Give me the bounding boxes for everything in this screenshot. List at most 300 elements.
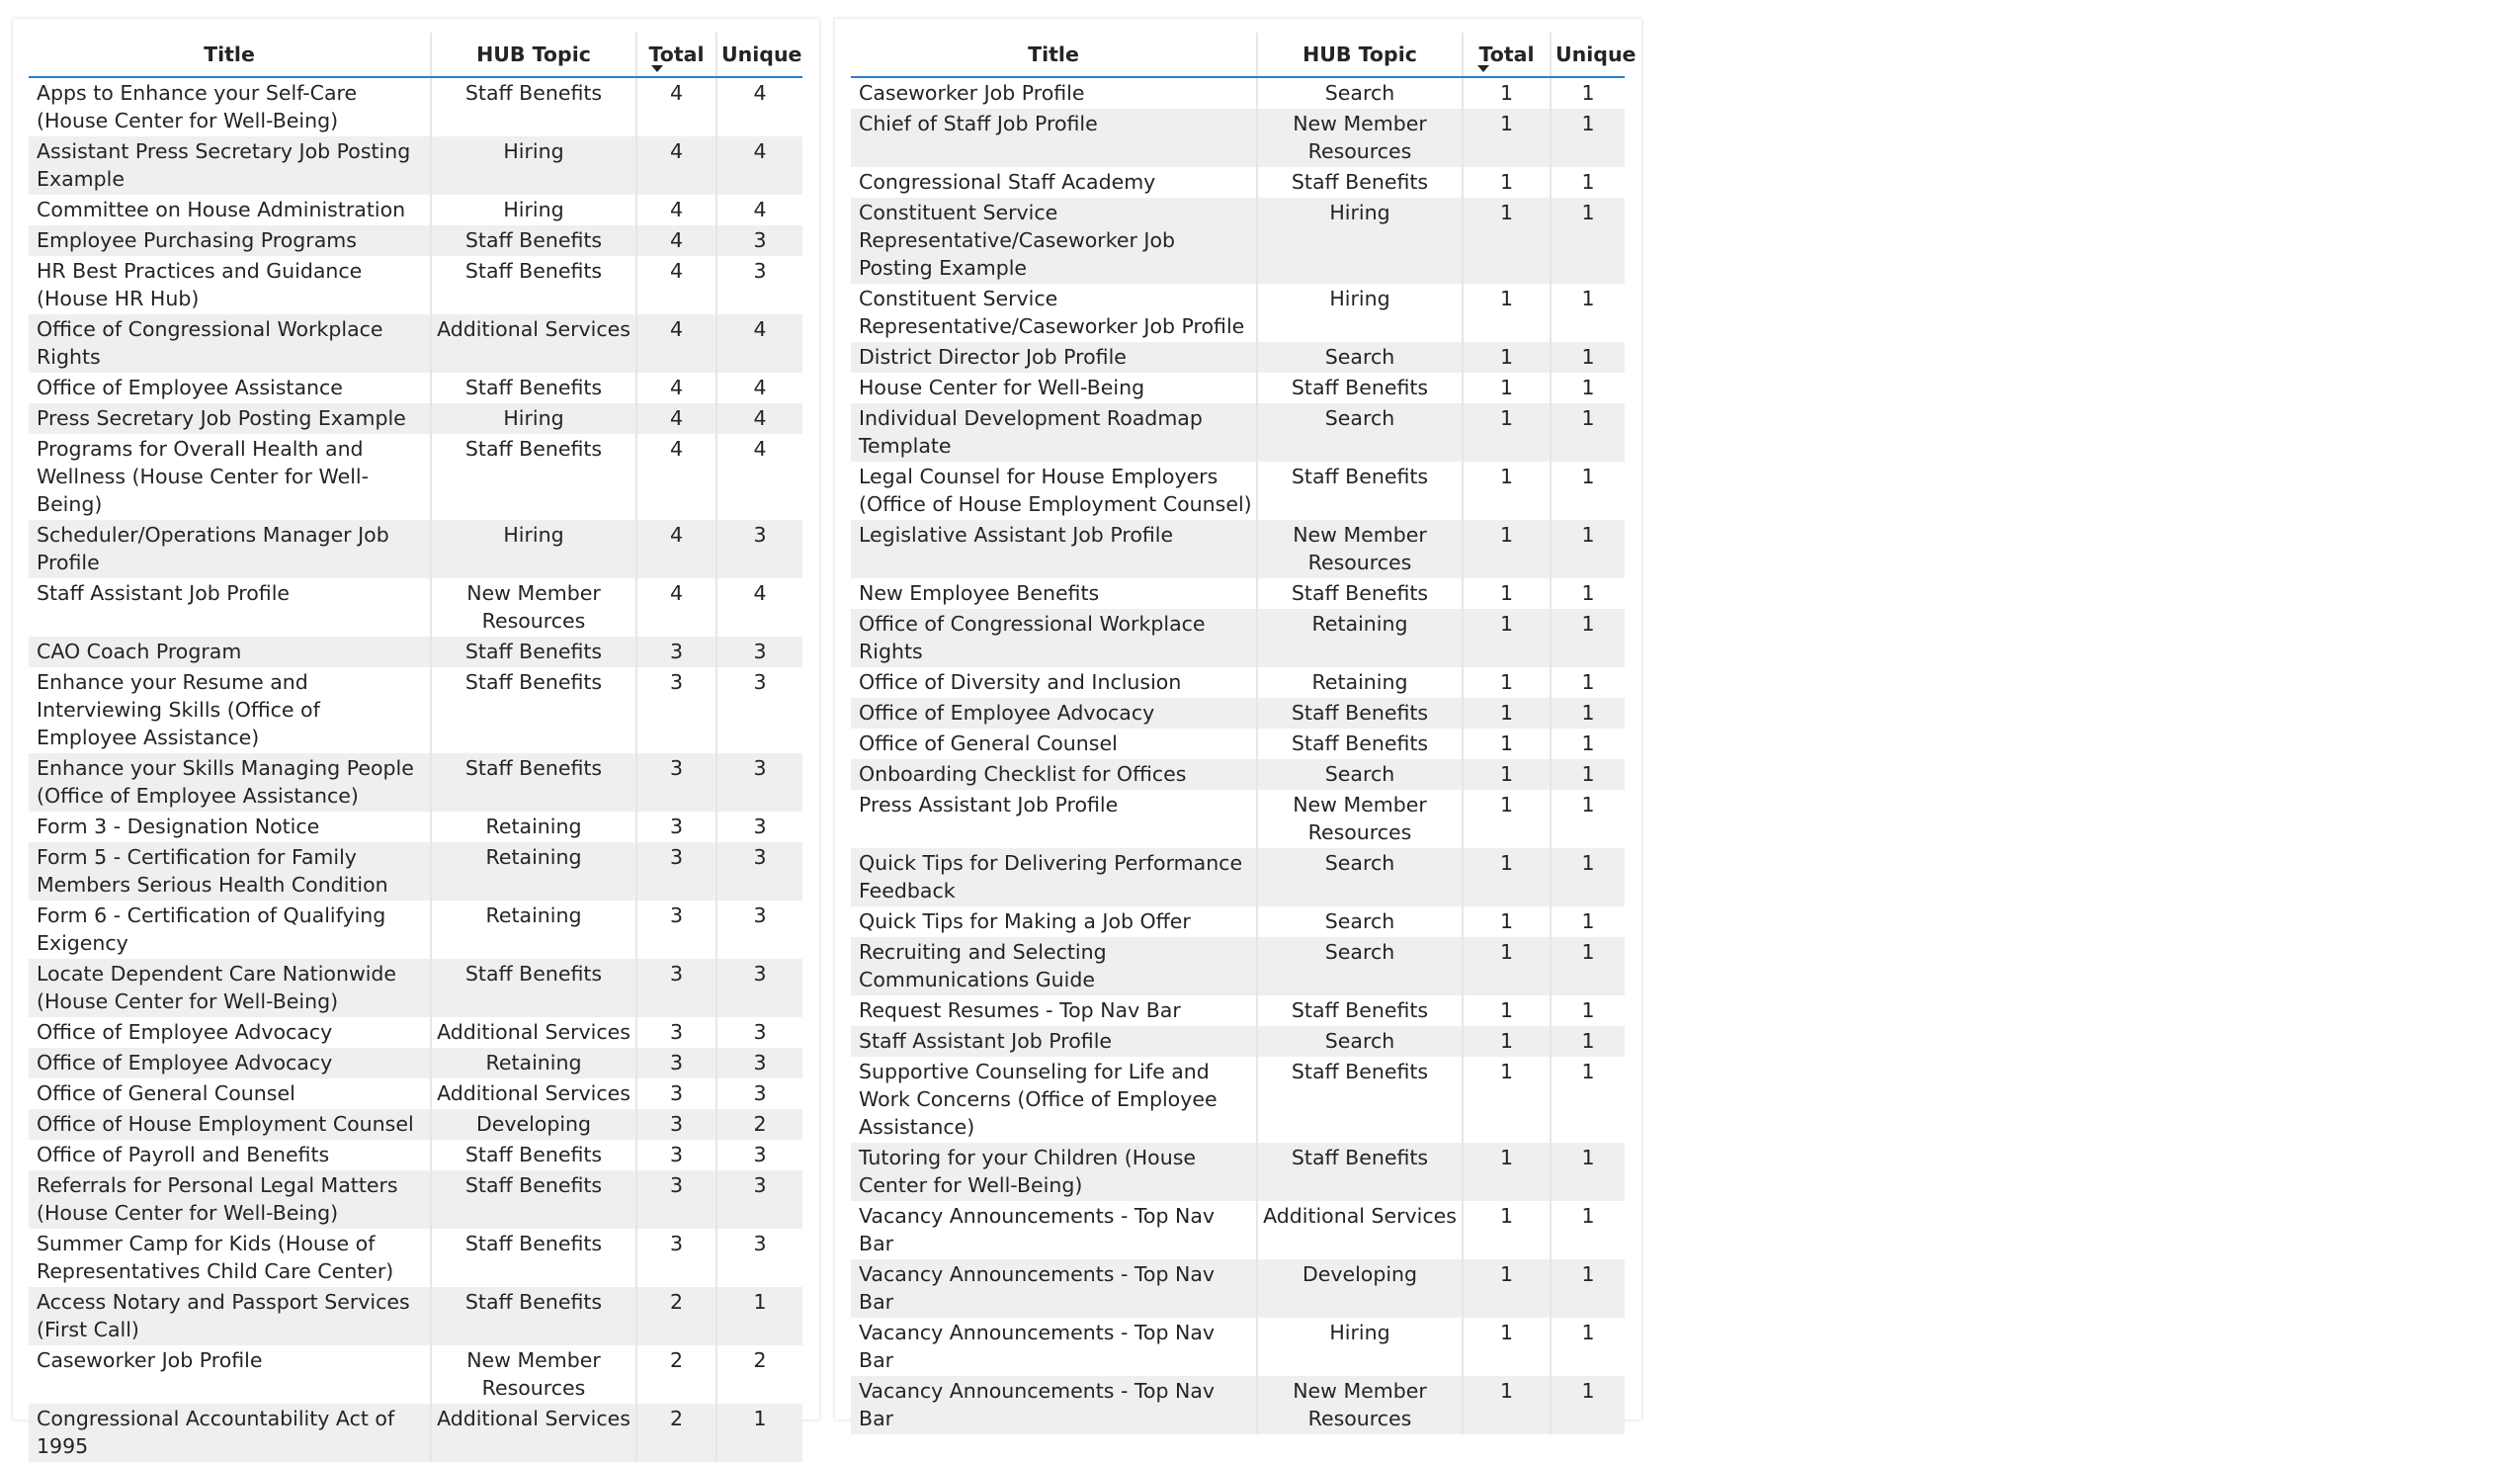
total-cell: 1 <box>1463 906 1551 937</box>
table-row[interactable] <box>29 1140 802 1170</box>
unique-cell: 3 <box>753 815 767 838</box>
unique-cell: 4 <box>753 81 767 105</box>
total-cell: 3 <box>636 901 716 959</box>
total-cell: 1 <box>1463 1201 1551 1259</box>
hub-topic-cell: Staff Benefits <box>1257 995 1463 1026</box>
hub-topic-cell: Staff Benefits <box>431 256 636 314</box>
title-cell: Enhance your Resume and Interviewing Skills (Office of Employee Assistance) <box>29 667 431 753</box>
title-cell: Vacancy Announcements - Top Nav Bar <box>851 1259 1257 1318</box>
total-cell: 1 <box>1463 373 1551 403</box>
table-row[interactable] <box>851 1057 1625 1143</box>
total-cell: 3 <box>636 1229 716 1287</box>
hub-topic-cell: Developing <box>431 1109 636 1140</box>
table-row[interactable] <box>851 198 1625 284</box>
hub-topic-cell: Additional Services <box>431 314 636 373</box>
table-row[interactable] <box>29 195 802 225</box>
total-cell: 1 <box>1463 667 1551 698</box>
unique-cell: 4 <box>753 437 767 461</box>
title-cell: Form 3 - Designation Notice <box>29 812 431 842</box>
hub-topic-cell: Staff Benefits <box>431 959 636 1017</box>
total-cell: 1 <box>1463 109 1551 167</box>
table-row[interactable] <box>29 1109 802 1140</box>
unique-cell: 1 <box>1551 198 1625 284</box>
hub-topic-cell: Staff Benefits <box>431 77 636 136</box>
unique-cell: 1 <box>1551 1026 1625 1057</box>
table-row[interactable] <box>29 1078 802 1109</box>
total-cell: 3 <box>636 637 716 667</box>
title-cell: Quick Tips for Delivering Performance Feedback <box>851 848 1257 906</box>
title-cell: HR Best Practices and Guidance (House HR Hub) <box>29 256 431 314</box>
unique-cell: 1 <box>1551 609 1625 667</box>
title-cell: Office of General Counsel <box>851 729 1257 759</box>
total-cell: 4 <box>636 403 716 434</box>
hub-topic-column-header[interactable]: HUB Topic <box>431 33 636 77</box>
title-cell: CAO Coach Program <box>29 637 431 667</box>
unique-cell: 3 <box>716 1048 802 1078</box>
table-row[interactable] <box>851 790 1625 848</box>
table-row[interactable] <box>29 753 802 812</box>
hub-topic-cell: Retaining <box>1257 667 1463 698</box>
total-cell: 3 <box>636 1170 716 1229</box>
hub-topic-cell: New Member Resources <box>1257 520 1463 578</box>
table-row[interactable] <box>851 373 1625 403</box>
total-cell: 3 <box>636 1017 716 1048</box>
table-row[interactable] <box>29 77 802 136</box>
table-row[interactable] <box>29 1404 802 1462</box>
unique-cell: 4 <box>716 136 802 195</box>
total-cell: 4 <box>636 195 716 225</box>
table-row[interactable] <box>851 937 1625 995</box>
total-cell: 1 <box>1463 578 1551 609</box>
hub-topic-cell: Staff Benefits <box>431 434 636 520</box>
total-cell: 4 <box>636 136 716 195</box>
hub-topic-cell: Retaining <box>431 842 636 901</box>
title-cell: Office of Diversity and Inclusion <box>851 667 1257 698</box>
hub-topic-cell: Additional Services <box>431 1017 636 1048</box>
table-row[interactable] <box>29 373 802 403</box>
total-cell: 2 <box>636 1287 716 1345</box>
title-cell: Summer Camp for Kids (House of Representatives Child Care Center) <box>29 1229 431 1287</box>
title-cell: Vacancy Announcements - Top Nav Bar <box>851 1201 1257 1259</box>
unique-cell: 1 <box>1551 848 1625 906</box>
hub-topic-cell: Retaining <box>431 901 636 959</box>
hub-topic-cell: Additional Services <box>431 1078 636 1109</box>
total-cell: 1 <box>1463 167 1551 198</box>
unique-cell: 3 <box>716 1170 802 1229</box>
unique-cell: 2 <box>716 1109 802 1140</box>
hub-topic-cell: New Member Resources <box>1257 109 1463 167</box>
title-cell: Office of Employee Assistance <box>29 373 431 403</box>
unique-cell: 1 <box>1581 1204 1595 1228</box>
table-row[interactable] <box>851 520 1625 578</box>
table-row[interactable] <box>29 842 802 901</box>
unique-cell: 1 <box>716 1287 802 1345</box>
unique-cell: 3 <box>716 753 802 812</box>
title-cell: Office of Congressional Workplace Rights <box>29 314 431 373</box>
table-row[interactable] <box>29 578 802 637</box>
total-cell: 1 <box>1463 609 1551 667</box>
total-cell: 3 <box>636 1109 716 1140</box>
unique-cell: 2 <box>753 1348 767 1372</box>
hub-topic-cell: Search <box>1257 342 1463 373</box>
hub-topic-cell: Search <box>1257 77 1463 109</box>
left-table-visual <box>13 19 819 1458</box>
title-cell: Staff Assistant Job Profile <box>851 1026 1257 1057</box>
title-cell: Office of House Employment Counsel <box>29 1109 431 1140</box>
unique-cell: 4 <box>753 198 767 221</box>
title-cell: Assistant Press Secretary Job Posting Example <box>29 136 431 195</box>
title-cell: Office of Payroll and Benefits <box>29 1140 431 1170</box>
unique-cell: 1 <box>1581 287 1595 310</box>
table-row[interactable] <box>29 1287 802 1345</box>
unique-cell: 1 <box>1581 81 1595 105</box>
hub-topic-cell: New Member Resources <box>431 1345 636 1404</box>
table-row[interactable] <box>851 1259 1625 1318</box>
hub-topic-cell: Search <box>1257 759 1463 790</box>
unique-cell: 1 <box>1551 759 1625 790</box>
unique-cell: 1 <box>1551 698 1625 729</box>
title-cell: Apps to Enhance your Self-Care (House Center for Well-Being) <box>29 77 431 136</box>
title-cell: Committee on House Administration <box>29 195 431 225</box>
total-cell: 1 <box>1463 937 1551 995</box>
right-table-scroll-area[interactable] <box>851 33 1638 1430</box>
table-row[interactable] <box>851 462 1625 520</box>
unique-cell: 1 <box>1551 1143 1625 1201</box>
title-cell: Caseworker Job Profile <box>29 1345 431 1404</box>
table-row[interactable] <box>29 256 802 314</box>
hub-topic-cell: Hiring <box>1257 198 1463 284</box>
hub-topic-cell: Staff Benefits <box>431 373 636 403</box>
right-table-visual <box>835 19 1641 1430</box>
unique-column-header[interactable]: Unique <box>716 33 802 77</box>
table-row[interactable] <box>851 109 1625 167</box>
table-row[interactable] <box>29 1229 802 1287</box>
title-cell: Programs for Overall Health and Wellness (House Center for Well-Being) <box>29 434 431 520</box>
total-column-header[interactable] <box>1463 33 1551 77</box>
hub-topic-cell: Developing <box>1257 1259 1463 1318</box>
unique-cell: 4 <box>753 581 767 605</box>
unique-cell: 3 <box>753 903 767 927</box>
table-row[interactable] <box>29 434 802 520</box>
title-cell: District Director Job Profile <box>851 342 1257 373</box>
title-cell: Office of General Counsel <box>29 1078 431 1109</box>
table-row[interactable] <box>851 77 1625 109</box>
total-cell: 1 <box>1463 462 1551 520</box>
unique-cell: 1 <box>1581 670 1595 694</box>
total-cell: 4 <box>636 578 716 637</box>
hub-topic-cell: Staff Benefits <box>1257 578 1463 609</box>
total-cell: 3 <box>636 842 716 901</box>
table-row[interactable] <box>851 1026 1625 1057</box>
title-cell: Legal Counsel for House Employers (Office of House Employment Counsel) <box>851 462 1257 520</box>
total-cell: 1 <box>1463 284 1551 342</box>
table-row[interactable] <box>851 1201 1625 1259</box>
table-row[interactable] <box>29 1048 802 1078</box>
total-cell: 3 <box>636 1140 716 1170</box>
total-cell: 2 <box>636 1404 716 1462</box>
sort-descending-icon <box>651 65 663 72</box>
unique-cell: 1 <box>1551 403 1625 462</box>
title-cell: Caseworker Job Profile <box>851 77 1257 109</box>
total-cell: 1 <box>1463 1143 1551 1201</box>
table-row[interactable] <box>851 906 1625 937</box>
title-column-header[interactable]: Title <box>29 33 431 77</box>
unique-cell: 3 <box>716 842 802 901</box>
unique-cell: 1 <box>1581 581 1595 605</box>
total-cell: 1 <box>1463 1376 1551 1434</box>
table-row[interactable] <box>851 1318 1625 1376</box>
table-row[interactable] <box>29 225 802 256</box>
unique-cell: 1 <box>1581 1060 1595 1083</box>
table-row[interactable] <box>851 342 1625 373</box>
total-cell: 1 <box>1463 848 1551 906</box>
hub-topic-cell: Hiring <box>431 136 636 195</box>
table-row[interactable] <box>851 995 1625 1026</box>
hub-topic-cell: Hiring <box>431 403 636 434</box>
table-row[interactable] <box>29 403 802 434</box>
title-cell: Congressional Accountability Act of 1995 <box>29 1404 431 1462</box>
hub-topic-cell: Staff Benefits <box>431 667 636 753</box>
table-row[interactable] <box>29 637 802 667</box>
title-cell: Access Notary and Passport Services (First Call) <box>29 1287 431 1345</box>
hub-topic-cell: Staff Benefits <box>1257 698 1463 729</box>
unique-cell: 4 <box>716 314 802 373</box>
table-header-row <box>851 33 1625 77</box>
title-cell: Referrals for Personal Legal Matters (House Center for Well-Being) <box>29 1170 431 1229</box>
title-cell: Constituent Service Representative/Caseworker Job Posting Example <box>851 198 1257 284</box>
table-row[interactable] <box>851 759 1625 790</box>
table-header-row <box>29 33 802 77</box>
total-cell: 3 <box>636 1048 716 1078</box>
left-table <box>29 33 802 1462</box>
table-row[interactable] <box>29 667 802 753</box>
hub-topic-cell: Staff Benefits <box>1257 1057 1463 1143</box>
hub-topic-cell: Staff Benefits <box>431 225 636 256</box>
hub-topic-cell: Staff Benefits <box>431 1140 636 1170</box>
hub-topic-cell: Search <box>1257 403 1463 462</box>
unique-cell: 3 <box>716 959 802 1017</box>
hub-topic-cell: Staff Benefits <box>1257 729 1463 759</box>
title-cell: Employee Purchasing Programs <box>29 225 431 256</box>
hub-topic-cell: Hiring <box>1257 284 1463 342</box>
hub-topic-cell: Staff Benefits <box>1257 167 1463 198</box>
hub-topic-cell: New Member Resources <box>1257 1376 1463 1434</box>
hub-topic-cell: Additional Services <box>431 1404 636 1462</box>
total-cell: 4 <box>636 77 716 136</box>
right-table <box>851 33 1637 1434</box>
unique-cell: 1 <box>1551 342 1625 373</box>
unique-cell: 1 <box>1551 1376 1625 1434</box>
unique-cell: 1 <box>1581 731 1595 755</box>
title-cell: Office of Employee Advocacy <box>29 1017 431 1048</box>
total-cell: 1 <box>1463 1026 1551 1057</box>
table-row[interactable] <box>851 609 1625 667</box>
table-row[interactable] <box>851 284 1625 342</box>
title-cell: Locate Dependent Care Nationwide (House Center for Well-Being) <box>29 959 431 1017</box>
title-cell: Office of Congressional Workplace Rights <box>851 609 1257 667</box>
total-cell: 4 <box>636 434 716 520</box>
hub-topic-cell: Search <box>1257 906 1463 937</box>
total-cell: 4 <box>636 256 716 314</box>
table-row[interactable] <box>851 167 1625 198</box>
title-cell: Supportive Counseling for Life and Work Concerns (Office of Employee Assistance) <box>851 1057 1257 1143</box>
hub-topic-cell: Search <box>1257 1026 1463 1057</box>
unique-cell: 1 <box>1581 376 1595 399</box>
unique-cell: 3 <box>753 1143 767 1166</box>
left-table-scroll-area[interactable] <box>29 33 816 1458</box>
hub-topic-cell: Staff Benefits <box>431 753 636 812</box>
table-row[interactable] <box>29 136 802 195</box>
hub-topic-cell: Additional Services <box>1257 1201 1463 1259</box>
unique-cell: 1 <box>1551 1259 1625 1318</box>
table-row[interactable] <box>851 667 1625 698</box>
title-cell: Vacancy Announcements - Top Nav Bar <box>851 1318 1257 1376</box>
title-cell: Legislative Assistant Job Profile <box>851 520 1257 578</box>
title-cell: House Center for Well-Being <box>851 373 1257 403</box>
unique-cell: 1 <box>1581 465 1595 488</box>
table-row[interactable] <box>851 698 1625 729</box>
table-row[interactable] <box>29 1345 802 1404</box>
unique-cell: 3 <box>753 1020 767 1044</box>
total-cell: 3 <box>636 1078 716 1109</box>
total-header-label: Total <box>648 43 705 66</box>
title-cell: Press Assistant Job Profile <box>851 790 1257 848</box>
title-cell: Constituent Service Representative/Caseworker Job Profile <box>851 284 1257 342</box>
sort-descending-icon <box>1477 65 1489 72</box>
title-cell: Enhance your Skills Managing People (Office of Employee Assistance) <box>29 753 431 812</box>
unique-cell: 3 <box>753 1232 767 1255</box>
hub-topic-cell: Staff Benefits <box>1257 462 1463 520</box>
total-cell: 1 <box>1463 198 1551 284</box>
total-cell: 4 <box>636 225 716 256</box>
total-cell: 1 <box>1463 790 1551 848</box>
unique-column-header[interactable]: Unique <box>1551 33 1625 77</box>
unique-cell: 1 <box>1581 793 1595 817</box>
table-row[interactable] <box>851 1143 1625 1201</box>
title-cell: Staff Assistant Job Profile <box>29 578 431 637</box>
total-cell: 4 <box>636 520 716 578</box>
table-row[interactable] <box>851 848 1625 906</box>
total-cell: 4 <box>636 373 716 403</box>
title-cell: Individual Development Roadmap Template <box>851 403 1257 462</box>
hub-topic-cell: Staff Benefits <box>431 1287 636 1345</box>
title-cell: New Employee Benefits <box>851 578 1257 609</box>
total-cell: 2 <box>636 1345 716 1404</box>
unique-cell: 1 <box>716 1404 802 1462</box>
total-cell: 1 <box>1463 342 1551 373</box>
title-cell: Vacancy Announcements - Top Nav Bar <box>851 1376 1257 1434</box>
unique-cell: 4 <box>716 403 802 434</box>
total-cell: 1 <box>1463 1318 1551 1376</box>
hub-topic-cell: New Member Resources <box>431 578 636 637</box>
unique-cell: 3 <box>753 1081 767 1105</box>
title-column-header[interactable]: Title <box>851 33 1257 77</box>
table-row[interactable] <box>29 520 802 578</box>
title-cell: Form 5 - Certification for Family Members Serious Health Condition <box>29 842 431 901</box>
total-cell: 1 <box>1463 403 1551 462</box>
title-cell: Scheduler/Operations Manager Job Profile <box>29 520 431 578</box>
title-cell: Office of Employee Advocacy <box>29 1048 431 1078</box>
total-cell: 1 <box>1463 729 1551 759</box>
title-cell: Recruiting and Selecting Communications Guide <box>851 937 1257 995</box>
hub-topic-cell: Search <box>1257 937 1463 995</box>
title-cell: Congressional Staff Academy <box>851 167 1257 198</box>
hub-topic-cell: Retaining <box>431 812 636 842</box>
hub-topic-cell: Hiring <box>431 195 636 225</box>
title-cell: Form 6 - Certification of Qualifying Exigency <box>29 901 431 959</box>
table-row[interactable] <box>851 578 1625 609</box>
total-column-header[interactable] <box>636 33 716 77</box>
hub-topic-cell: Retaining <box>431 1048 636 1078</box>
hub-topic-cell: Staff Benefits <box>431 1229 636 1287</box>
table-row[interactable] <box>29 812 802 842</box>
unique-cell: 3 <box>716 225 802 256</box>
table-row[interactable] <box>29 314 802 373</box>
hub-topic-cell: Retaining <box>1257 609 1463 667</box>
hub-topic-cell: Search <box>1257 848 1463 906</box>
table-row[interactable] <box>29 901 802 959</box>
total-cell: 3 <box>636 753 716 812</box>
hub-topic-cell: Hiring <box>1257 1318 1463 1376</box>
title-cell: Onboarding Checklist for Offices <box>851 759 1257 790</box>
unique-cell: 3 <box>753 259 767 283</box>
total-header-label: Total <box>1478 43 1535 66</box>
hub-topic-cell: Staff Benefits <box>1257 373 1463 403</box>
unique-cell: 3 <box>716 520 802 578</box>
hub-topic-cell: Hiring <box>431 520 636 578</box>
total-cell: 1 <box>1463 698 1551 729</box>
total-cell: 1 <box>1463 995 1551 1026</box>
unique-cell: 1 <box>1551 937 1625 995</box>
title-cell: Chief of Staff Job Profile <box>851 109 1257 167</box>
title-cell: Press Secretary Job Posting Example <box>29 403 431 434</box>
title-cell: Office of Employee Advocacy <box>851 698 1257 729</box>
total-cell: 3 <box>636 812 716 842</box>
unique-cell: 1 <box>1581 998 1595 1022</box>
unique-cell: 1 <box>1551 520 1625 578</box>
table-row[interactable] <box>851 729 1625 759</box>
total-cell: 3 <box>636 959 716 1017</box>
table-row[interactable] <box>29 1170 802 1229</box>
total-cell: 1 <box>1463 759 1551 790</box>
hub-topic-cell: Staff Benefits <box>431 1170 636 1229</box>
unique-cell: 1 <box>1581 909 1595 933</box>
table-row[interactable] <box>851 403 1625 462</box>
unique-cell: 3 <box>716 637 802 667</box>
unique-cell: 1 <box>1581 1321 1595 1344</box>
hub-topic-cell: Staff Benefits <box>1257 1143 1463 1201</box>
table-row[interactable] <box>851 1376 1625 1434</box>
title-cell: Request Resumes - Top Nav Bar <box>851 995 1257 1026</box>
total-cell: 1 <box>1463 520 1551 578</box>
total-cell: 4 <box>636 314 716 373</box>
total-cell: 1 <box>1463 1057 1551 1143</box>
unique-cell: 1 <box>1581 170 1595 194</box>
title-cell: Quick Tips for Making a Job Offer <box>851 906 1257 937</box>
table-row[interactable] <box>29 1017 802 1048</box>
hub-topic-cell: Staff Benefits <box>431 637 636 667</box>
hub-topic-cell: New Member Resources <box>1257 790 1463 848</box>
unique-cell: 1 <box>1551 109 1625 167</box>
unique-cell: 4 <box>753 376 767 399</box>
title-cell: Tutoring for your Children (House Center for Well-Being) <box>851 1143 1257 1201</box>
hub-topic-column-header[interactable]: HUB Topic <box>1257 33 1463 77</box>
total-cell: 1 <box>1463 77 1551 109</box>
total-cell: 3 <box>636 667 716 753</box>
total-cell: 1 <box>1463 1259 1551 1318</box>
table-row[interactable] <box>29 959 802 1017</box>
unique-cell: 3 <box>753 670 767 694</box>
